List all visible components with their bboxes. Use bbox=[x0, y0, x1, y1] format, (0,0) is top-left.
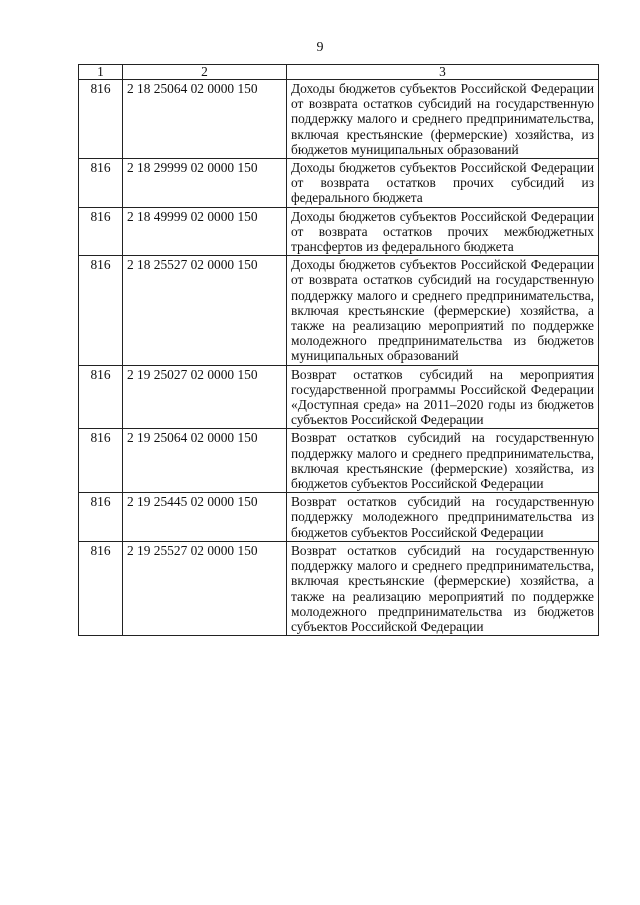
revenue-name-cell: Возврат остатков субсидий на мероприятия государственной программы Российской Федерации «Доступная среда» на 2011–2020 годы из бюджетов субъектов Российской Федерации bbox=[287, 365, 599, 429]
admin-code-cell: 816 bbox=[79, 541, 123, 635]
revenue-code-cell: 2 18 49999 02 0000 150 bbox=[123, 207, 287, 256]
table-row bbox=[79, 493, 599, 542]
revenue-code-cell: 2 18 29999 02 0000 150 bbox=[123, 159, 287, 208]
revenue-name-cell: Возврат остатков субсидий на государственную поддержку малого и среднего предпринимательства, включая крестьянские (фермерские) хозяйства, а также на реализацию мероприятий по поддержке молодежного предпринимательства из бюджетов субъектов Российской Федерации bbox=[287, 541, 599, 635]
revenue-code-cell: 2 19 25027 02 0000 150 bbox=[123, 365, 287, 429]
revenue-name-cell: Доходы бюджетов субъектов Российской Федерации от возврата остатков прочих межбюджетных трансфертов из федерального бюджета bbox=[287, 207, 599, 256]
table-row bbox=[79, 207, 599, 256]
admin-code-cell: 816 bbox=[79, 159, 123, 208]
table-row bbox=[79, 541, 599, 635]
table-header-row bbox=[79, 65, 599, 80]
revenue-name-cell: Доходы бюджетов субъектов Российской Федерации от возврата остатков субсидий на государственную поддержку малого и среднего предпринимательства, включая крестьянские (фермерские) хозяйства, из бюджетов муниципальных образований bbox=[287, 80, 599, 159]
table-row bbox=[79, 159, 599, 208]
page-number: 9 bbox=[316, 40, 324, 55]
table-row bbox=[79, 365, 599, 429]
table-body bbox=[79, 80, 599, 636]
revenue-code-cell: 2 19 25064 02 0000 150 bbox=[123, 429, 287, 493]
revenue-code-cell: 2 19 25445 02 0000 150 bbox=[123, 493, 287, 542]
admin-code-cell: 816 bbox=[79, 493, 123, 542]
revenue-name-cell: Возврат остатков субсидий на государственную поддержку молодежного предпринимательства из бюджетов субъектов Российской Федерации bbox=[287, 493, 599, 542]
revenue-name-cell: Доходы бюджетов субъектов Российской Федерации от возврата остатков прочих субсидий из федерального бюджета bbox=[287, 159, 599, 208]
admin-code-cell: 816 bbox=[79, 256, 123, 365]
column-header-1: 1 bbox=[79, 65, 123, 80]
table-row bbox=[79, 80, 599, 159]
budget-codes-table bbox=[78, 64, 599, 636]
table-row bbox=[79, 256, 599, 365]
column-header-3: 3 bbox=[287, 65, 599, 80]
revenue-code-cell: 2 19 25527 02 0000 150 bbox=[123, 541, 287, 635]
admin-code-cell: 816 bbox=[79, 207, 123, 256]
admin-code-cell: 816 bbox=[79, 365, 123, 429]
table-row bbox=[79, 429, 599, 493]
revenue-name-cell: Возврат остатков субсидий на государственную поддержку малого и среднего предпринимательства, включая крестьянские (фермерские) хозяйства, из бюджетов субъектов Российской Федерации bbox=[287, 429, 599, 493]
admin-code-cell: 816 bbox=[79, 429, 123, 493]
table-header bbox=[79, 65, 599, 80]
revenue-code-cell: 2 18 25527 02 0000 150 bbox=[123, 256, 287, 365]
revenue-code-cell: 2 18 25064 02 0000 150 bbox=[123, 80, 287, 159]
column-header-2: 2 bbox=[123, 65, 287, 80]
admin-code-cell: 816 bbox=[79, 80, 123, 159]
revenue-name-cell: Доходы бюджетов субъектов Российской Федерации от возврата остатков субсидий на государственную поддержку малого и среднего предпринимательства, включая крестьянские (фермерские) хозяйства, а также на реализацию мероприятий по поддержке молодежного предпринимательства из бюджетов муниципальных образований bbox=[287, 256, 599, 365]
